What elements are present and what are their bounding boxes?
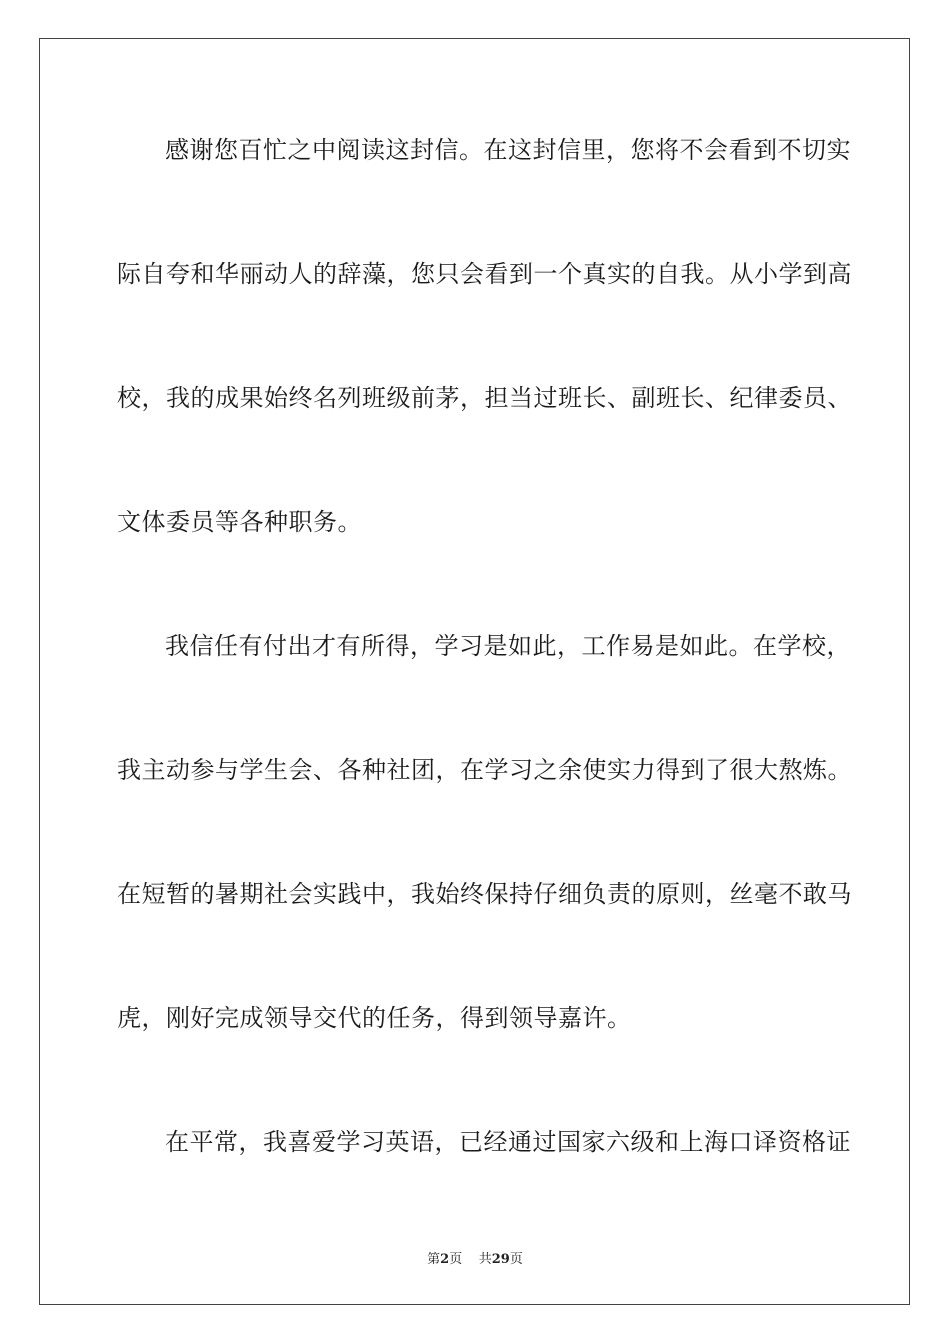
text-line: 我主动参与学生会、各种社团，在学习之余使实力得到了很大熬炼。 [117,756,852,784]
page-border [39,38,910,1305]
text-line: 虎，刚好完成领导交代的任务，得到领导嘉许。 [117,1004,632,1032]
text-line: 文体委员等各种职务。 [117,508,362,536]
text-line: 在平常，我喜爱学习英语，已经通过国家六级和上海口译资格证 [165,1128,851,1156]
footer-total-prefix: 共 [478,1252,492,1267]
text-line: 我信任有付出才有所得，学习是如此，工作易是如此。在学校， [165,632,851,660]
text-line: 校，我的成果始终名列班级前茅，担当过班长、副班长、纪律委员、 [117,384,852,412]
text-line: 际自夸和华丽动人的辞藻，您只会看到一个真实的自我。从小学到高 [117,260,852,288]
footer-page-suffix: 页 [449,1252,463,1267]
text-line: 感谢您百忙之中阅读这封信。在这封信里，您将不会看到不切实 [165,136,851,164]
footer-total-suffix: 页 [509,1252,523,1267]
total-pages-number: 29 [491,1252,510,1267]
footer-prefix: 第 [427,1252,441,1267]
text-line: 在短暂的暑期社会实践中，我始终保持仔细负责的原则，丝毫不敢马 [117,880,852,908]
page-footer [0,1248,950,1267]
current-page-number: 2 [440,1252,450,1267]
